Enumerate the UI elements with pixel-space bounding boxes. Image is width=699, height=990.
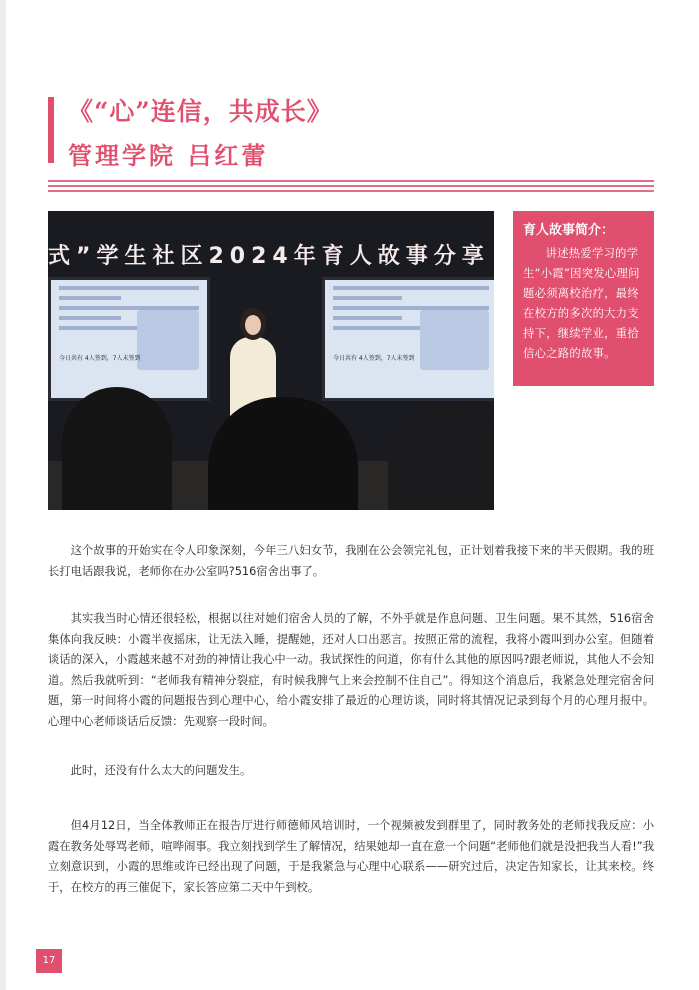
body-paragraph: 但4月12日，当全体教师正在报告厅进行师德师风培训时，一个视频被发到群里了，同时教务处的老师找我反应：小霞在教务处辱骂老师，喧哗闹事。我立刻找到学生了解情况，结果她却一直在意一个问题“老师他们就是没把我当人看!”我立刻意识到，小霞的思维或许已经出现了问题，于是我紧急与心理中心联系——研究过后，决定告知家长，让其来校。终于，在校方的再三催促下，家长答应第二天中午到校。 <box>48 819 654 894</box>
projector-screen-left <box>48 277 210 401</box>
title-accent-bar <box>48 97 54 163</box>
story-summary-box <box>513 211 654 386</box>
body-paragraph: 这个故事的开始实在令人印象深刻，今年三八妇女节，我刚在公会领完礼包，正计划着我接下来的半天假期。我的班长打电话跟我说，老师你在办公室吗?516宿舍出事了。 <box>48 544 654 578</box>
rule-line <box>48 180 654 182</box>
page-edge-strip <box>0 0 6 990</box>
screen-left-note: 今日共有 4人签到，7人未签到 <box>59 355 141 362</box>
body-paragraph: 其实我当时心情还很轻松，根据以往对她们宿舍人员的了解，不外乎就是作息问题、卫生问题。果不其然，516宿舍集体向我反映：小霞半夜摇床，让无法入睡，提醒她，还对人口出恶言。按照正常的流程，我将小霞叫到办公室。但随着谈话的深入，小霞越来越不对劲的神情让我心中一动。我试探性的问道，你有什么其他的原因吗?跟老师说，其他人不会知道。然后我就听到：“老师我有精神分裂症，有时候我脾气上来会控制不住自己”。得知这个消息后，我紧急处理完宿舍问题，第一时间将小霞的问题报告到心理中心，给小霞安排了最近的心理访谈，同时将其情况记录到每个月的心理月报中。心理中心老师谈话后反馈：先观察一段时间。 <box>48 612 654 728</box>
page-number: 17 <box>36 949 62 973</box>
audience-member <box>208 397 358 510</box>
article-title: 《“心”连信，共成长》 <box>68 97 333 126</box>
photo-banner-text: 式”学生社区2024年育人故事分享 <box>48 244 490 269</box>
article-author: 管理学院 吕红蕾 <box>68 141 269 170</box>
body-paragraph: 此时，还没有什么太大的问题发生。 <box>70 764 252 777</box>
summary-heading: 育人故事简介： <box>523 223 615 238</box>
rule-line <box>48 185 654 187</box>
projector-screen-right <box>322 277 494 401</box>
audience-member <box>62 387 172 510</box>
speaker-face <box>245 315 261 335</box>
decorative-rules <box>48 180 654 195</box>
audience-member <box>388 407 494 510</box>
rule-line <box>48 190 654 192</box>
event-photo <box>48 211 494 510</box>
screen-right-note: 今日共有 4人签到，7人未签到 <box>333 355 415 362</box>
summary-body: 讲述热爱学习的学生“小霞”因突发心理问题必须离校治疗，最终在校方的多次的大力支持下，继续学业，重拾信心之路的故事。 <box>523 247 640 360</box>
